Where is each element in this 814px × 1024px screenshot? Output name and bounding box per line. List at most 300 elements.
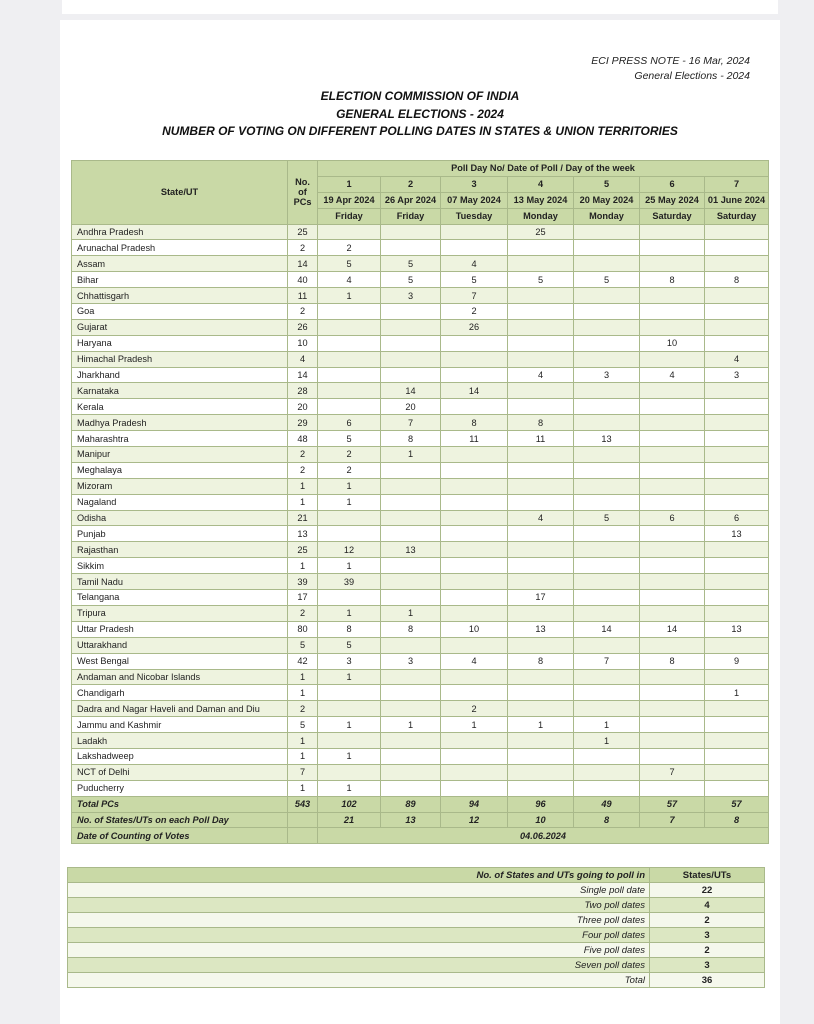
phase-cell [381, 240, 441, 256]
phase-cell: 4 [705, 351, 769, 367]
pcs-count: 5 [288, 637, 318, 653]
state-name: Andhra Pradesh [72, 224, 288, 240]
pcs-count: 13 [288, 526, 318, 542]
state-name: Ladakh [72, 733, 288, 749]
states-per-day-value: 10 [508, 812, 574, 828]
phase-cell: 5 [318, 431, 381, 447]
phase-cell [318, 399, 381, 415]
pcs-count: 2 [288, 605, 318, 621]
phase-cell [640, 383, 705, 399]
pcs-count: 1 [288, 558, 318, 574]
pcs-count: 25 [288, 224, 318, 240]
phase-cell [441, 462, 508, 478]
phase-cell [574, 415, 640, 431]
pcs-header-line3: PCs [293, 197, 312, 208]
phase-cell: 8 [705, 272, 769, 288]
phase-cell: 8 [318, 621, 381, 637]
phase-cell: 8 [381, 431, 441, 447]
phase-cell: 7 [381, 415, 441, 431]
summary-value: 4 [650, 898, 765, 913]
phase-cell [441, 478, 508, 494]
phase-cell [508, 685, 574, 701]
pcs-count: 10 [288, 335, 318, 351]
phase-cell [705, 256, 769, 272]
phase-cell [508, 319, 574, 335]
states-per-day-value: 21 [318, 812, 381, 828]
phase-cell [640, 748, 705, 764]
phase-cell [640, 717, 705, 733]
phase-cell [705, 701, 769, 717]
pcs-count: 21 [288, 510, 318, 526]
summary-row [68, 958, 765, 973]
phase-no-header: 3 [441, 176, 508, 192]
phase-cell [381, 319, 441, 335]
pcs-header [288, 161, 318, 225]
phase-cell [640, 351, 705, 367]
phase-cell [574, 240, 640, 256]
pcs-count: 1 [288, 494, 318, 510]
phase-date-header: 26 Apr 2024 [381, 192, 441, 208]
phase-cell: 7 [640, 764, 705, 780]
pcs-count: 2 [288, 701, 318, 717]
phase-day-header: Monday [574, 208, 640, 224]
phase-cell [705, 240, 769, 256]
summary-row [68, 973, 765, 988]
pcs-count: 17 [288, 590, 318, 606]
pcs-count: 14 [288, 367, 318, 383]
phase-cell [705, 748, 769, 764]
phase-cell [640, 415, 705, 431]
states-per-day-value: 7 [640, 812, 705, 828]
phase-cell [508, 447, 574, 463]
phase-cell [640, 319, 705, 335]
phase-cell: 8 [381, 621, 441, 637]
phase-cell: 5 [381, 256, 441, 272]
phase-cell: 6 [705, 510, 769, 526]
phase-cell [441, 748, 508, 764]
state-name: Nagaland [72, 494, 288, 510]
phase-cell [441, 510, 508, 526]
phase-cell: 8 [640, 653, 705, 669]
phase-cell [381, 701, 441, 717]
phase-cell [441, 335, 508, 351]
table-row [72, 510, 769, 526]
phase-cell [318, 383, 381, 399]
pcs-count: 4 [288, 351, 318, 367]
phase-cell [381, 462, 441, 478]
state-name: Telangana [72, 590, 288, 606]
phase-cell: 2 [318, 462, 381, 478]
table-row [72, 478, 769, 494]
summary-row [68, 883, 765, 898]
phase-cell: 13 [705, 526, 769, 542]
phase-day-header: Tuesday [441, 208, 508, 224]
phase-cell [705, 478, 769, 494]
phase-cell [705, 637, 769, 653]
phase-cell: 10 [640, 335, 705, 351]
phase-cell: 2 [441, 701, 508, 717]
phase-cell [318, 685, 381, 701]
phase-cell [318, 764, 381, 780]
previous-card [62, 0, 778, 14]
state-name: Manipur [72, 447, 288, 463]
state-name: Sikkim [72, 558, 288, 574]
phase-cell [574, 764, 640, 780]
phase-cell: 5 [508, 272, 574, 288]
phase-cell: 11 [508, 431, 574, 447]
pcs-count: 2 [288, 462, 318, 478]
phase-cell [508, 574, 574, 590]
state-name: Uttar Pradesh [72, 621, 288, 637]
phase-cell: 4 [441, 256, 508, 272]
phase-cell: 6 [640, 510, 705, 526]
phase-cell [381, 669, 441, 685]
table-row [72, 304, 769, 320]
phase-cell [508, 526, 574, 542]
phase-day-header: Friday [381, 208, 441, 224]
phase-cell: 1 [318, 717, 381, 733]
phase-cell [574, 542, 640, 558]
phase-cell: 1 [318, 478, 381, 494]
phase-cell [640, 256, 705, 272]
phase-cell [640, 542, 705, 558]
summary-header-value: States/UTs [650, 868, 765, 883]
phase-cell [508, 701, 574, 717]
phase-cell: 8 [441, 415, 508, 431]
phase-cell: 3 [705, 367, 769, 383]
phase-cell: 4 [640, 367, 705, 383]
phase-no-header: 1 [318, 176, 381, 192]
heading-1: ELECTION COMMISSION OF INDIA [320, 89, 520, 103]
table-row [72, 351, 769, 367]
total-label: Total PCs [72, 796, 288, 812]
table-row [72, 335, 769, 351]
summary-label: Total [68, 973, 650, 988]
phase-cell: 1 [318, 748, 381, 764]
state-name: Chandigarh [72, 685, 288, 701]
phase-cell [574, 494, 640, 510]
counting-empty [288, 828, 318, 844]
summary-label: Seven poll dates [68, 958, 650, 973]
total-phase: 96 [508, 796, 574, 812]
phase-cell [705, 669, 769, 685]
pcs-count: 1 [288, 733, 318, 749]
phase-cell: 13 [508, 621, 574, 637]
phase-cell [441, 669, 508, 685]
phase-cell [574, 605, 640, 621]
table-row [72, 288, 769, 304]
table-row [72, 494, 769, 510]
table-row [72, 383, 769, 399]
state-name: Rajasthan [72, 542, 288, 558]
phase-cell [508, 240, 574, 256]
phase-cell [381, 304, 441, 320]
phase-cell [705, 717, 769, 733]
phase-cell [441, 685, 508, 701]
phase-cell [574, 701, 640, 717]
heading-2: GENERAL ELECTIONS - 2024 [336, 107, 504, 121]
phase-cell: 14 [381, 383, 441, 399]
phase-cell [705, 304, 769, 320]
pcs-count: 11 [288, 288, 318, 304]
phase-cell [640, 701, 705, 717]
phase-cell [381, 637, 441, 653]
phase-cell [705, 764, 769, 780]
states-per-day-value: 12 [441, 812, 508, 828]
phase-cell [640, 780, 705, 796]
phase-cell [705, 431, 769, 447]
phase-no-header: 6 [640, 176, 705, 192]
phase-cell [705, 383, 769, 399]
phase-cell: 1 [318, 288, 381, 304]
states-per-day-empty [288, 812, 318, 828]
phase-cell [381, 780, 441, 796]
phase-cell [640, 240, 705, 256]
phase-cell: 2 [441, 304, 508, 320]
phase-cell [640, 526, 705, 542]
heading-3: NUMBER OF VOTING ON DIFFERENT POLLING DATES IN STATES & UNION TERRITORIES [162, 124, 678, 138]
phase-cell [318, 351, 381, 367]
summary-row [68, 913, 765, 928]
phase-cell [441, 574, 508, 590]
state-name: Arunachal Pradesh [72, 240, 288, 256]
poll-group-header: Poll Day No/ Date of Poll / Day of the week [318, 161, 769, 177]
phase-cell [574, 288, 640, 304]
pcs-count: 29 [288, 415, 318, 431]
phase-cell [381, 351, 441, 367]
phase-cell [574, 224, 640, 240]
phase-cell [640, 462, 705, 478]
phase-date-header: 13 May 2024 [508, 192, 574, 208]
phase-cell: 3 [574, 367, 640, 383]
phase-cell [640, 494, 705, 510]
phase-cell [441, 351, 508, 367]
press-note [591, 54, 750, 84]
table-row [72, 653, 769, 669]
phase-cell: 14 [574, 621, 640, 637]
phase-cell [705, 462, 769, 478]
phase-cell [381, 748, 441, 764]
document-page [60, 20, 780, 1024]
state-name: Madhya Pradesh [72, 415, 288, 431]
state-name: Bihar [72, 272, 288, 288]
phase-cell: 1 [318, 605, 381, 621]
phase-cell: 5 [441, 272, 508, 288]
pcs-count: 1 [288, 748, 318, 764]
phase-cell: 1 [381, 605, 441, 621]
total-phase: 89 [381, 796, 441, 812]
state-name: Himachal Pradesh [72, 351, 288, 367]
pcs-count: 2 [288, 240, 318, 256]
phase-cell [640, 574, 705, 590]
phase-cell: 39 [318, 574, 381, 590]
phase-cell [640, 478, 705, 494]
table-row [72, 574, 769, 590]
phase-cell [705, 590, 769, 606]
phase-cell [508, 383, 574, 399]
table-row [72, 526, 769, 542]
phase-cell: 1 [705, 685, 769, 701]
phase-cell [574, 447, 640, 463]
phase-cell: 1 [441, 717, 508, 733]
state-name: Jharkhand [72, 367, 288, 383]
phase-cell [640, 558, 705, 574]
phase-cell [705, 494, 769, 510]
pcs-count: 20 [288, 399, 318, 415]
state-name: Haryana [72, 335, 288, 351]
state-header: State/UT [72, 161, 288, 225]
phase-cell [640, 669, 705, 685]
phase-cell: 14 [640, 621, 705, 637]
state-name: Kerala [72, 399, 288, 415]
phase-cell [705, 288, 769, 304]
pcs-count: 1 [288, 685, 318, 701]
summary-header-label: No. of States and UTs going to poll in [68, 868, 650, 883]
phase-cell [508, 605, 574, 621]
phase-cell [441, 637, 508, 653]
phase-cell [574, 256, 640, 272]
summary-table [67, 867, 765, 988]
phase-cell [574, 304, 640, 320]
phase-cell: 5 [574, 272, 640, 288]
counting-date: 04.06.2024 [318, 828, 769, 844]
phase-cell [318, 319, 381, 335]
state-name: Gujarat [72, 319, 288, 335]
phase-cell: 1 [381, 447, 441, 463]
phase-cell [441, 542, 508, 558]
table-row [72, 701, 769, 717]
phase-cell [574, 335, 640, 351]
state-name: Meghalaya [72, 462, 288, 478]
state-name: Karnataka [72, 383, 288, 399]
summary-value: 2 [650, 913, 765, 928]
table-row [72, 272, 769, 288]
phase-cell: 9 [705, 653, 769, 669]
summary-label: Five poll dates [68, 943, 650, 958]
phase-cell [640, 590, 705, 606]
table-row [72, 224, 769, 240]
pcs-count: 1 [288, 478, 318, 494]
phase-cell: 14 [441, 383, 508, 399]
phase-cell [381, 510, 441, 526]
total-phase: 102 [318, 796, 381, 812]
phase-cell [640, 733, 705, 749]
phase-cell: 5 [318, 256, 381, 272]
phase-cell: 11 [441, 431, 508, 447]
phase-cell [381, 335, 441, 351]
table-row [72, 415, 769, 431]
phase-date-header: 25 May 2024 [640, 192, 705, 208]
phase-cell [640, 605, 705, 621]
table-row [72, 431, 769, 447]
phase-cell: 7 [574, 653, 640, 669]
state-name: Tamil Nadu [72, 574, 288, 590]
pcs-count: 1 [288, 669, 318, 685]
phase-cell: 17 [508, 590, 574, 606]
phase-day-header: Saturday [705, 208, 769, 224]
table-row [72, 685, 769, 701]
phase-cell [441, 240, 508, 256]
table-row [72, 256, 769, 272]
phase-cell: 1 [318, 494, 381, 510]
phase-cell [318, 590, 381, 606]
phase-date-header: 19 Apr 2024 [318, 192, 381, 208]
phase-cell [508, 637, 574, 653]
total-pcs: 543 [288, 796, 318, 812]
phase-cell: 6 [318, 415, 381, 431]
phase-cell [508, 764, 574, 780]
phase-cell [318, 510, 381, 526]
phase-no-header: 4 [508, 176, 574, 192]
phase-cell [705, 780, 769, 796]
phase-cell [441, 558, 508, 574]
phase-cell: 4 [508, 510, 574, 526]
phase-cell [574, 462, 640, 478]
phase-cell: 13 [574, 431, 640, 447]
phase-cell [441, 399, 508, 415]
phase-cell [441, 764, 508, 780]
state-name: Jammu and Kashmir [72, 717, 288, 733]
phase-date-header: 07 May 2024 [441, 192, 508, 208]
phase-cell [508, 669, 574, 685]
total-phase: 57 [705, 796, 769, 812]
table-row [72, 637, 769, 653]
state-name: Dadra and Nagar Haveli and Daman and Diu [72, 701, 288, 717]
states-per-day-label: No. of States/UTs on each Poll Day [72, 812, 288, 828]
pcs-count: 5 [288, 717, 318, 733]
pcs-count: 40 [288, 272, 318, 288]
state-name: Andaman and Nicobar Islands [72, 669, 288, 685]
phase-cell [381, 733, 441, 749]
phase-cell [318, 335, 381, 351]
phase-cell [508, 288, 574, 304]
phase-cell [574, 669, 640, 685]
phase-cell [441, 367, 508, 383]
table-row [72, 447, 769, 463]
phase-cell [574, 399, 640, 415]
phase-cell: 13 [381, 542, 441, 558]
table-row [72, 319, 769, 335]
pcs-count: 42 [288, 653, 318, 669]
summary-label: Two poll dates [68, 898, 650, 913]
phase-cell [441, 605, 508, 621]
state-name: Lakshadweep [72, 748, 288, 764]
pcs-count: 39 [288, 574, 318, 590]
table-row [72, 748, 769, 764]
total-phase: 57 [640, 796, 705, 812]
total-phase: 94 [441, 796, 508, 812]
phase-cell [705, 224, 769, 240]
phase-cell [574, 780, 640, 796]
pcs-count: 7 [288, 764, 318, 780]
phase-cell: 8 [508, 653, 574, 669]
phase-cell [640, 224, 705, 240]
pcs-count: 2 [288, 447, 318, 463]
table-row [72, 399, 769, 415]
phase-cell [318, 733, 381, 749]
phase-cell: 3 [381, 653, 441, 669]
phase-cell [508, 256, 574, 272]
press-note-line2: General Elections - 2024 [634, 70, 750, 82]
phase-cell [574, 526, 640, 542]
phase-cell [381, 764, 441, 780]
state-name: NCT of Delhi [72, 764, 288, 780]
phase-cell [640, 685, 705, 701]
phase-cell [318, 367, 381, 383]
pcs-count: 80 [288, 621, 318, 637]
phase-cell [381, 685, 441, 701]
phase-cell: 20 [381, 399, 441, 415]
